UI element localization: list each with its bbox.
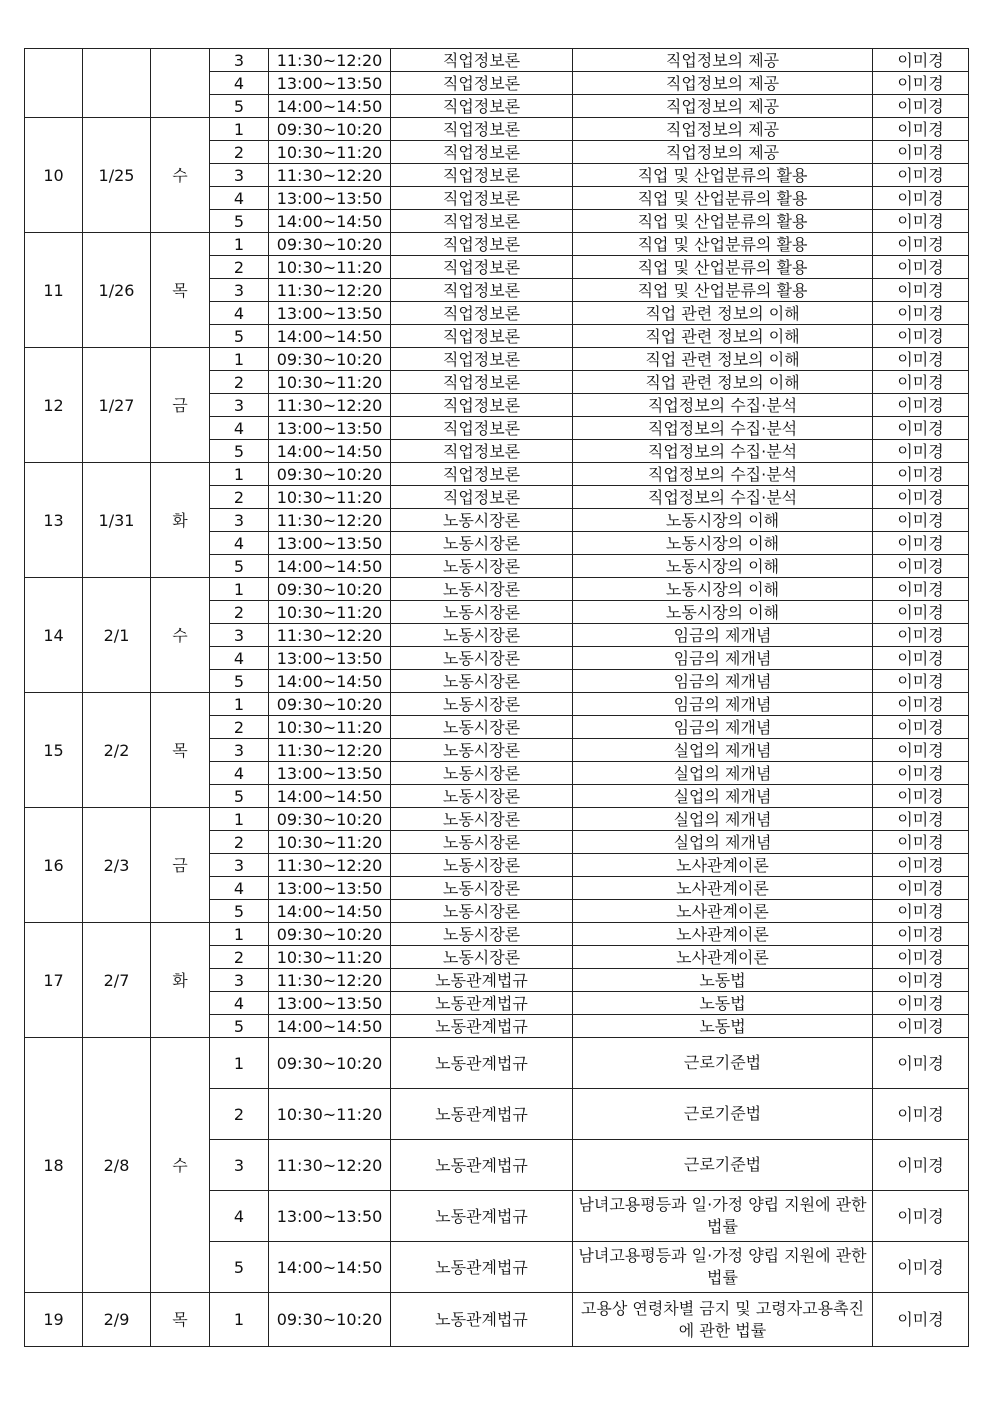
- subject-cell: 노동시장론: [391, 785, 573, 808]
- session-number-cell: 3: [210, 164, 269, 187]
- table-row: [25, 348, 969, 371]
- topic-cell: 직업정보의 수집·분석: [573, 417, 873, 440]
- subject-cell: 노동시장론: [391, 624, 573, 647]
- topic-cell: 직업정보의 제공: [573, 118, 873, 141]
- topic-cell: 고용상 연령차별 금지 및 고령자고용촉진에 관한 법률: [573, 1293, 873, 1347]
- day-number-cell: 10: [25, 118, 83, 233]
- subject-cell: 직업정보론: [391, 118, 573, 141]
- time-cell: 14:00~14:50: [269, 670, 391, 693]
- day-number-cell: 15: [25, 693, 83, 808]
- time-cell: 09:30~10:20: [269, 923, 391, 946]
- time-cell: 10:30~11:20: [269, 1089, 391, 1140]
- subject-cell: 직업정보론: [391, 348, 573, 371]
- time-cell: 11:30~12:20: [269, 1140, 391, 1191]
- session-number-cell: 3: [210, 854, 269, 877]
- subject-cell: 직업정보론: [391, 325, 573, 348]
- subject-cell: 직업정보론: [391, 279, 573, 302]
- topic-cell: 직업정보의 수집·분석: [573, 394, 873, 417]
- session-number-cell: 4: [210, 187, 269, 210]
- subject-cell: 노동시장론: [391, 923, 573, 946]
- date-cell: 2/7: [83, 923, 151, 1038]
- time-cell: 09:30~10:20: [269, 463, 391, 486]
- subject-cell: 노동시장론: [391, 854, 573, 877]
- weekday-cell: 목: [151, 1293, 210, 1347]
- session-number-cell: 5: [210, 555, 269, 578]
- session-number-cell: 2: [210, 831, 269, 854]
- weekday-cell: 목: [151, 693, 210, 808]
- subject-cell: 노동시장론: [391, 716, 573, 739]
- subject-cell: 노동관계법규: [391, 1293, 573, 1347]
- subject-cell: 노동관계법규: [391, 1089, 573, 1140]
- session-number-cell: 2: [210, 1089, 269, 1140]
- time-cell: 14:00~14:50: [269, 900, 391, 923]
- time-cell: 11:30~12:20: [269, 394, 391, 417]
- weekday-cell: [151, 49, 210, 118]
- time-cell: 10:30~11:20: [269, 256, 391, 279]
- subject-cell: 노동시장론: [391, 601, 573, 624]
- instructor-cell: 이미경: [873, 877, 969, 900]
- time-cell: 09:30~10:20: [269, 348, 391, 371]
- session-number-cell: 1: [210, 233, 269, 256]
- topic-cell: 직업정보의 수집·분석: [573, 463, 873, 486]
- subject-cell: 노동시장론: [391, 693, 573, 716]
- time-cell: 14:00~14:50: [269, 555, 391, 578]
- topic-cell: 직업 및 산업분류의 활용: [573, 233, 873, 256]
- session-number-cell: 2: [210, 141, 269, 164]
- session-number-cell: 4: [210, 532, 269, 555]
- subject-cell: 노동시장론: [391, 900, 573, 923]
- subject-cell: 직업정보론: [391, 49, 573, 72]
- instructor-cell: 이미경: [873, 1089, 969, 1140]
- instructor-cell: 이미경: [873, 1191, 969, 1242]
- instructor-cell: 이미경: [873, 118, 969, 141]
- instructor-cell: 이미경: [873, 555, 969, 578]
- topic-cell: 노동시장의 이해: [573, 601, 873, 624]
- time-cell: 11:30~12:20: [269, 509, 391, 532]
- table-row: [25, 808, 969, 831]
- time-cell: 13:00~13:50: [269, 302, 391, 325]
- time-cell: 14:00~14:50: [269, 785, 391, 808]
- topic-cell: 남녀고용평등과 일·가정 양립 지원에 관한 법률: [573, 1191, 873, 1242]
- topic-cell: 노동시장의 이해: [573, 509, 873, 532]
- subject-cell: 직업정보론: [391, 440, 573, 463]
- time-cell: 13:00~13:50: [269, 417, 391, 440]
- time-cell: 11:30~12:20: [269, 969, 391, 992]
- instructor-cell: 이미경: [873, 992, 969, 1015]
- topic-cell: 직업 및 산업분류의 활용: [573, 256, 873, 279]
- instructor-cell: 이미경: [873, 762, 969, 785]
- time-cell: 10:30~11:20: [269, 831, 391, 854]
- subject-cell: 노동시장론: [391, 532, 573, 555]
- instructor-cell: 이미경: [873, 233, 969, 256]
- subject-cell: 직업정보론: [391, 486, 573, 509]
- topic-cell: 근로기준법: [573, 1140, 873, 1191]
- topic-cell: 노사관계이론: [573, 946, 873, 969]
- date-cell: 1/26: [83, 233, 151, 348]
- table-row: [25, 1038, 969, 1089]
- topic-cell: 실업의 제개념: [573, 831, 873, 854]
- instructor-cell: 이미경: [873, 716, 969, 739]
- session-number-cell: 2: [210, 716, 269, 739]
- instructor-cell: 이미경: [873, 1015, 969, 1038]
- session-number-cell: 2: [210, 256, 269, 279]
- subject-cell: 노동시장론: [391, 509, 573, 532]
- instructor-cell: 이미경: [873, 578, 969, 601]
- time-cell: 09:30~10:20: [269, 233, 391, 256]
- subject-cell: 노동시장론: [391, 946, 573, 969]
- subject-cell: 직업정보론: [391, 417, 573, 440]
- time-cell: 13:00~13:50: [269, 877, 391, 900]
- topic-cell: 노동법: [573, 969, 873, 992]
- topic-cell: 직업 및 산업분류의 활용: [573, 210, 873, 233]
- session-number-cell: 4: [210, 992, 269, 1015]
- session-number-cell: 2: [210, 601, 269, 624]
- instructor-cell: 이미경: [873, 1242, 969, 1293]
- table-row: [25, 49, 969, 72]
- session-number-cell: 2: [210, 371, 269, 394]
- time-cell: 11:30~12:20: [269, 854, 391, 877]
- date-cell: 1/27: [83, 348, 151, 463]
- subject-cell: 노동시장론: [391, 808, 573, 831]
- instructor-cell: 이미경: [873, 417, 969, 440]
- date-cell: [83, 49, 151, 118]
- session-number-cell: 1: [210, 693, 269, 716]
- time-cell: 10:30~11:20: [269, 601, 391, 624]
- instructor-cell: 이미경: [873, 187, 969, 210]
- instructor-cell: 이미경: [873, 371, 969, 394]
- table-row: [25, 233, 969, 256]
- instructor-cell: 이미경: [873, 210, 969, 233]
- session-number-cell: 3: [210, 509, 269, 532]
- subject-cell: 노동관계법규: [391, 992, 573, 1015]
- instructor-cell: 이미경: [873, 279, 969, 302]
- time-cell: 13:00~13:50: [269, 647, 391, 670]
- time-cell: 14:00~14:50: [269, 1242, 391, 1293]
- instructor-cell: 이미경: [873, 141, 969, 164]
- topic-cell: 남녀고용평등과 일·가정 양립 지원에 관한 법률: [573, 1242, 873, 1293]
- topic-cell: 실업의 제개념: [573, 808, 873, 831]
- instructor-cell: 이미경: [873, 509, 969, 532]
- subject-cell: 직업정보론: [391, 95, 573, 118]
- table-row: [25, 463, 969, 486]
- weekday-cell: 금: [151, 348, 210, 463]
- topic-cell: 직업 관련 정보의 이해: [573, 325, 873, 348]
- session-number-cell: 1: [210, 348, 269, 371]
- day-number-cell: [25, 49, 83, 118]
- topic-cell: 근로기준법: [573, 1038, 873, 1089]
- time-cell: 11:30~12:20: [269, 279, 391, 302]
- session-number-cell: 1: [210, 578, 269, 601]
- time-cell: 14:00~14:50: [269, 1015, 391, 1038]
- day-number-cell: 19: [25, 1293, 83, 1347]
- instructor-cell: 이미경: [873, 72, 969, 95]
- subject-cell: 직업정보론: [391, 302, 573, 325]
- instructor-cell: 이미경: [873, 624, 969, 647]
- subject-cell: 직업정보론: [391, 187, 573, 210]
- time-cell: 10:30~11:20: [269, 371, 391, 394]
- instructor-cell: 이미경: [873, 854, 969, 877]
- instructor-cell: 이미경: [873, 325, 969, 348]
- time-cell: 10:30~11:20: [269, 946, 391, 969]
- time-cell: 14:00~14:50: [269, 95, 391, 118]
- session-number-cell: 3: [210, 624, 269, 647]
- topic-cell: 직업정보의 제공: [573, 72, 873, 95]
- topic-cell: 임금의 제개념: [573, 624, 873, 647]
- subject-cell: 직업정보론: [391, 371, 573, 394]
- session-number-cell: 1: [210, 923, 269, 946]
- subject-cell: 노동관계법규: [391, 969, 573, 992]
- time-cell: 13:00~13:50: [269, 532, 391, 555]
- time-cell: 14:00~14:50: [269, 210, 391, 233]
- topic-cell: 노동법: [573, 992, 873, 1015]
- day-number-cell: 12: [25, 348, 83, 463]
- subject-cell: 직업정보론: [391, 394, 573, 417]
- date-cell: 2/8: [83, 1038, 151, 1293]
- schedule-body: [25, 49, 969, 1347]
- instructor-cell: 이미경: [873, 95, 969, 118]
- topic-cell: 실업의 제개념: [573, 762, 873, 785]
- time-cell: 11:30~12:20: [269, 624, 391, 647]
- session-number-cell: 1: [210, 463, 269, 486]
- day-number-cell: 14: [25, 578, 83, 693]
- time-cell: 13:00~13:50: [269, 1191, 391, 1242]
- date-cell: 2/9: [83, 1293, 151, 1347]
- session-number-cell: 5: [210, 900, 269, 923]
- topic-cell: 임금의 제개념: [573, 647, 873, 670]
- time-cell: 10:30~11:20: [269, 141, 391, 164]
- instructor-cell: 이미경: [873, 693, 969, 716]
- weekday-cell: 수: [151, 118, 210, 233]
- session-number-cell: 3: [210, 279, 269, 302]
- topic-cell: 직업 및 산업분류의 활용: [573, 187, 873, 210]
- subject-cell: 노동시장론: [391, 647, 573, 670]
- subject-cell: 노동시장론: [391, 831, 573, 854]
- instructor-cell: 이미경: [873, 302, 969, 325]
- table-row: [25, 693, 969, 716]
- table-row: [25, 578, 969, 601]
- time-cell: 09:30~10:20: [269, 693, 391, 716]
- instructor-cell: 이미경: [873, 647, 969, 670]
- topic-cell: 실업의 제개념: [573, 785, 873, 808]
- weekday-cell: 수: [151, 1038, 210, 1293]
- time-cell: 10:30~11:20: [269, 486, 391, 509]
- session-number-cell: 5: [210, 1242, 269, 1293]
- instructor-cell: 이미경: [873, 1293, 969, 1347]
- day-number-cell: 17: [25, 923, 83, 1038]
- weekday-cell: 목: [151, 233, 210, 348]
- topic-cell: 직업 및 산업분류의 활용: [573, 279, 873, 302]
- time-cell: 09:30~10:20: [269, 578, 391, 601]
- time-cell: 13:00~13:50: [269, 762, 391, 785]
- day-number-cell: 13: [25, 463, 83, 578]
- session-number-cell: 3: [210, 969, 269, 992]
- session-number-cell: 5: [210, 95, 269, 118]
- time-cell: 10:30~11:20: [269, 716, 391, 739]
- subject-cell: 노동시장론: [391, 762, 573, 785]
- instructor-cell: 이미경: [873, 785, 969, 808]
- instructor-cell: 이미경: [873, 256, 969, 279]
- topic-cell: 직업 관련 정보의 이해: [573, 302, 873, 325]
- subject-cell: 노동관계법규: [391, 1015, 573, 1038]
- subject-cell: 노동시장론: [391, 739, 573, 762]
- topic-cell: 직업정보의 수집·분석: [573, 440, 873, 463]
- subject-cell: 직업정보론: [391, 256, 573, 279]
- date-cell: 2/1: [83, 578, 151, 693]
- subject-cell: 노동시장론: [391, 555, 573, 578]
- instructor-cell: 이미경: [873, 1140, 969, 1191]
- topic-cell: 근로기준법: [573, 1089, 873, 1140]
- topic-cell: 직업정보의 제공: [573, 49, 873, 72]
- weekday-cell: 수: [151, 578, 210, 693]
- subject-cell: 노동관계법규: [391, 1191, 573, 1242]
- weekday-cell: 금: [151, 808, 210, 923]
- topic-cell: 임금의 제개념: [573, 670, 873, 693]
- time-cell: 13:00~13:50: [269, 992, 391, 1015]
- topic-cell: 노동시장의 이해: [573, 555, 873, 578]
- instructor-cell: 이미경: [873, 49, 969, 72]
- session-number-cell: 4: [210, 647, 269, 670]
- topic-cell: 직업 및 산업분류의 활용: [573, 164, 873, 187]
- topic-cell: 노사관계이론: [573, 923, 873, 946]
- session-number-cell: 3: [210, 49, 269, 72]
- instructor-cell: 이미경: [873, 900, 969, 923]
- instructor-cell: 이미경: [873, 670, 969, 693]
- topic-cell: 노사관계이론: [573, 877, 873, 900]
- topic-cell: 직업정보의 제공: [573, 95, 873, 118]
- subject-cell: 직업정보론: [391, 210, 573, 233]
- instructor-cell: 이미경: [873, 463, 969, 486]
- time-cell: 09:30~10:20: [269, 118, 391, 141]
- instructor-cell: 이미경: [873, 808, 969, 831]
- time-cell: 09:30~10:20: [269, 808, 391, 831]
- day-number-cell: 11: [25, 233, 83, 348]
- time-cell: 13:00~13:50: [269, 187, 391, 210]
- schedule-table: [24, 48, 969, 1347]
- topic-cell: 직업정보의 제공: [573, 141, 873, 164]
- subject-cell: 직업정보론: [391, 164, 573, 187]
- subject-cell: 노동관계법규: [391, 1242, 573, 1293]
- time-cell: 11:30~12:20: [269, 49, 391, 72]
- subject-cell: 직업정보론: [391, 72, 573, 95]
- session-number-cell: 3: [210, 1140, 269, 1191]
- day-number-cell: 16: [25, 808, 83, 923]
- topic-cell: 노사관계이론: [573, 854, 873, 877]
- session-number-cell: 4: [210, 762, 269, 785]
- weekday-cell: 화: [151, 463, 210, 578]
- session-number-cell: 4: [210, 1191, 269, 1242]
- instructor-cell: 이미경: [873, 739, 969, 762]
- instructor-cell: 이미경: [873, 394, 969, 417]
- instructor-cell: 이미경: [873, 946, 969, 969]
- session-number-cell: 4: [210, 877, 269, 900]
- topic-cell: 임금의 제개념: [573, 693, 873, 716]
- instructor-cell: 이미경: [873, 440, 969, 463]
- day-number-cell: 18: [25, 1038, 83, 1293]
- subject-cell: 직업정보론: [391, 463, 573, 486]
- time-cell: 09:30~10:20: [269, 1038, 391, 1089]
- topic-cell: 노동시장의 이해: [573, 578, 873, 601]
- table-row: [25, 1293, 969, 1347]
- instructor-cell: 이미경: [873, 486, 969, 509]
- session-number-cell: 2: [210, 946, 269, 969]
- date-cell: 1/31: [83, 463, 151, 578]
- session-number-cell: 5: [210, 785, 269, 808]
- topic-cell: 직업 관련 정보의 이해: [573, 348, 873, 371]
- instructor-cell: 이미경: [873, 1038, 969, 1089]
- time-cell: 13:00~13:50: [269, 72, 391, 95]
- session-number-cell: 5: [210, 325, 269, 348]
- date-cell: 2/3: [83, 808, 151, 923]
- session-number-cell: 2: [210, 486, 269, 509]
- weekday-cell: 화: [151, 923, 210, 1038]
- instructor-cell: 이미경: [873, 532, 969, 555]
- time-cell: 09:30~10:20: [269, 1293, 391, 1347]
- topic-cell: 실업의 제개념: [573, 739, 873, 762]
- session-number-cell: 4: [210, 302, 269, 325]
- session-number-cell: 3: [210, 739, 269, 762]
- session-number-cell: 3: [210, 394, 269, 417]
- topic-cell: 임금의 제개념: [573, 716, 873, 739]
- session-number-cell: 5: [210, 210, 269, 233]
- subject-cell: 노동시장론: [391, 670, 573, 693]
- subject-cell: 직업정보론: [391, 233, 573, 256]
- subject-cell: 직업정보론: [391, 141, 573, 164]
- instructor-cell: 이미경: [873, 601, 969, 624]
- instructor-cell: 이미경: [873, 164, 969, 187]
- session-number-cell: 1: [210, 1038, 269, 1089]
- subject-cell: 노동관계법규: [391, 1038, 573, 1089]
- time-cell: 14:00~14:50: [269, 325, 391, 348]
- session-number-cell: 5: [210, 1015, 269, 1038]
- session-number-cell: 5: [210, 440, 269, 463]
- table-row: [25, 923, 969, 946]
- instructor-cell: 이미경: [873, 831, 969, 854]
- session-number-cell: 1: [210, 1293, 269, 1347]
- time-cell: 11:30~12:20: [269, 739, 391, 762]
- time-cell: 14:00~14:50: [269, 440, 391, 463]
- instructor-cell: 이미경: [873, 348, 969, 371]
- instructor-cell: 이미경: [873, 969, 969, 992]
- table-row: [25, 118, 969, 141]
- topic-cell: 노사관계이론: [573, 900, 873, 923]
- topic-cell: 직업 관련 정보의 이해: [573, 371, 873, 394]
- session-number-cell: 1: [210, 808, 269, 831]
- topic-cell: 노동시장의 이해: [573, 532, 873, 555]
- topic-cell: 직업정보의 수집·분석: [573, 486, 873, 509]
- session-number-cell: 4: [210, 417, 269, 440]
- subject-cell: 노동시장론: [391, 877, 573, 900]
- session-number-cell: 4: [210, 72, 269, 95]
- session-number-cell: 5: [210, 670, 269, 693]
- instructor-cell: 이미경: [873, 923, 969, 946]
- subject-cell: 노동관계법규: [391, 1140, 573, 1191]
- date-cell: 1/25: [83, 118, 151, 233]
- date-cell: 2/2: [83, 693, 151, 808]
- subject-cell: 노동시장론: [391, 578, 573, 601]
- topic-cell: 노동법: [573, 1015, 873, 1038]
- time-cell: 11:30~12:20: [269, 164, 391, 187]
- session-number-cell: 1: [210, 118, 269, 141]
